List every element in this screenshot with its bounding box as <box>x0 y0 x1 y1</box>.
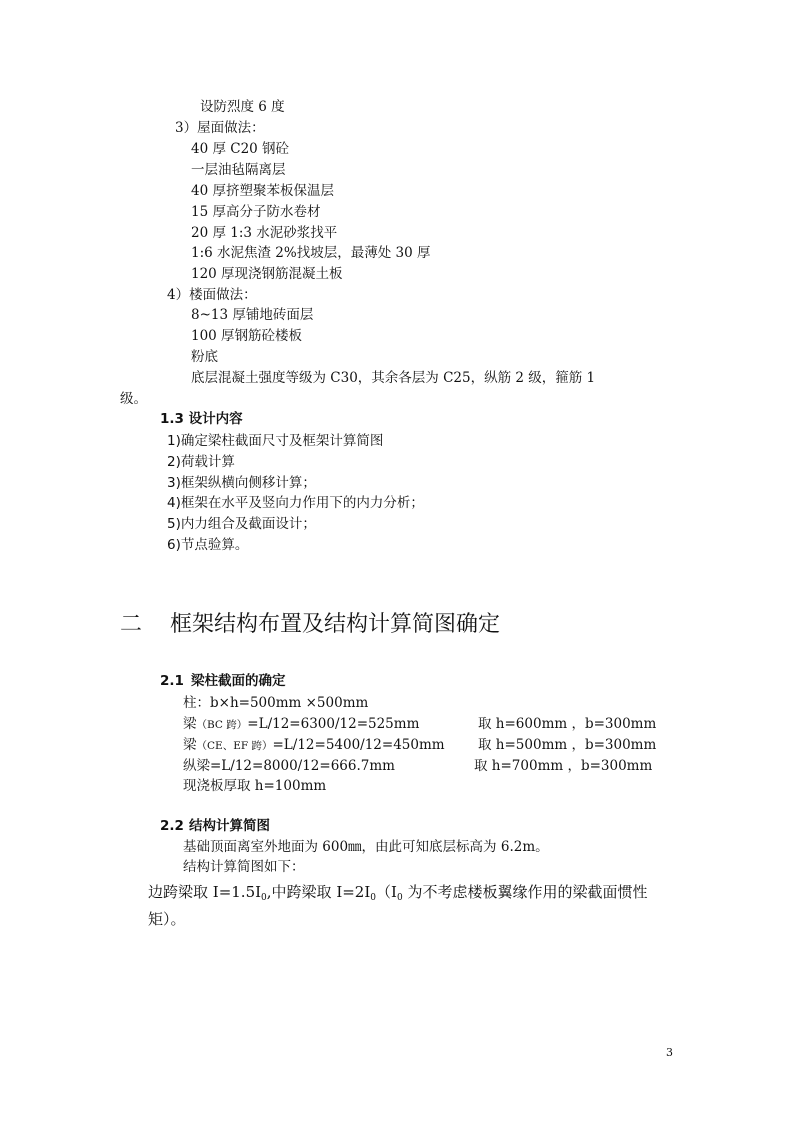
slab-thickness: 现浇板厚取 h=100mm <box>183 778 327 794</box>
beam-ce-take: 取 h=500mm ，b=300mm <box>478 737 657 753</box>
longitudinal-beam-take: 取 h=700mm ，b=300mm <box>474 758 653 774</box>
seismic-intensity: 设防烈度 6 度 <box>200 99 285 115</box>
section-2-1-number: 2.1 <box>160 673 184 689</box>
diagram-intro: 结构计算简图如下： <box>183 859 305 875</box>
list-item: 40 厚 C20 钢砼 <box>191 141 290 157</box>
list-item: 2)荷载计算 <box>167 454 235 470</box>
foundation-text: 基础顶面离室外地面为 600㎜，由此可知底层标高为 6.2m。 <box>183 839 549 855</box>
column-section: 柱：b×h=500mm ×500mm <box>183 695 369 711</box>
concrete-grade-line1: 底层混凝土强度等级为 C30，其余各层为 C25，纵筋 2 级，箍筋 1 <box>191 370 596 386</box>
list-item: 100 厚钢筋砼楼板 <box>191 328 303 344</box>
beam-ce-calc: 梁（CE、EF 跨）=L/12=5400/12=450mm <box>183 737 445 753</box>
beam-inertia-text-cont: 矩）。 <box>148 910 186 928</box>
chapter-title: 框架结构布置及结构计算简图确定 <box>170 612 501 637</box>
list-item: 粉底 <box>191 349 218 365</box>
page-number: 3 <box>666 1046 673 1059</box>
roof-heading: 3）屋面做法： <box>175 120 265 136</box>
beam-bc-calc: 梁（BC 跨）=L/12=6300/12=525mm <box>183 716 420 732</box>
list-item: 20 厚 1:3 水泥砂浆找平 <box>191 225 338 241</box>
list-item: 1:6 水泥焦渣 2%找坡层，最薄处 30 厚 <box>191 245 431 261</box>
list-item: 1)确定梁柱截面尺寸及框架计算简图 <box>167 433 384 449</box>
list-item: 4)框架在水平及竖向力作用下的内力分析； <box>167 495 424 511</box>
chapter-number: 二 <box>120 612 143 637</box>
list-item: 一层油毡隔离层 <box>191 162 286 178</box>
longitudinal-beam-calc: 纵梁=L/12=8000/12=666.7mm <box>183 758 395 774</box>
floor-heading: 4）楼面做法： <box>167 287 257 303</box>
design-content-heading: 1.3 设计内容 <box>160 411 243 427</box>
list-item: 5)内力组合及截面设计； <box>167 516 316 532</box>
list-item: 3)框架纵横向侧移计算； <box>167 475 316 491</box>
list-item: 120 厚现浇钢筋混凝土板 <box>191 266 343 282</box>
list-item: 8~13 厚铺地砖面层 <box>191 307 314 323</box>
section-2-1-title: 梁柱截面的确定 <box>191 673 286 689</box>
list-item: 40 厚挤塑聚苯板保温层 <box>191 183 334 199</box>
section-2-2-number: 2.2 <box>160 818 184 834</box>
beam-inertia-text: 边跨梁取 $I=1.5I_0$,中跨梁取 $I=2I_0(I_0$ 为不考虑楼板翼缘作用的梁截面惯性 <box>148 883 648 903</box>
list-item: 15 厚高分子防水卷材 <box>191 204 321 220</box>
concrete-grade-line2: 级。 <box>120 391 147 407</box>
beam-bc-take: 取 h=600mm ，b=300mm <box>478 716 657 732</box>
section-2-2-title: 结构计算简图 <box>189 818 270 834</box>
list-item: 6)节点验算。 <box>167 537 249 553</box>
